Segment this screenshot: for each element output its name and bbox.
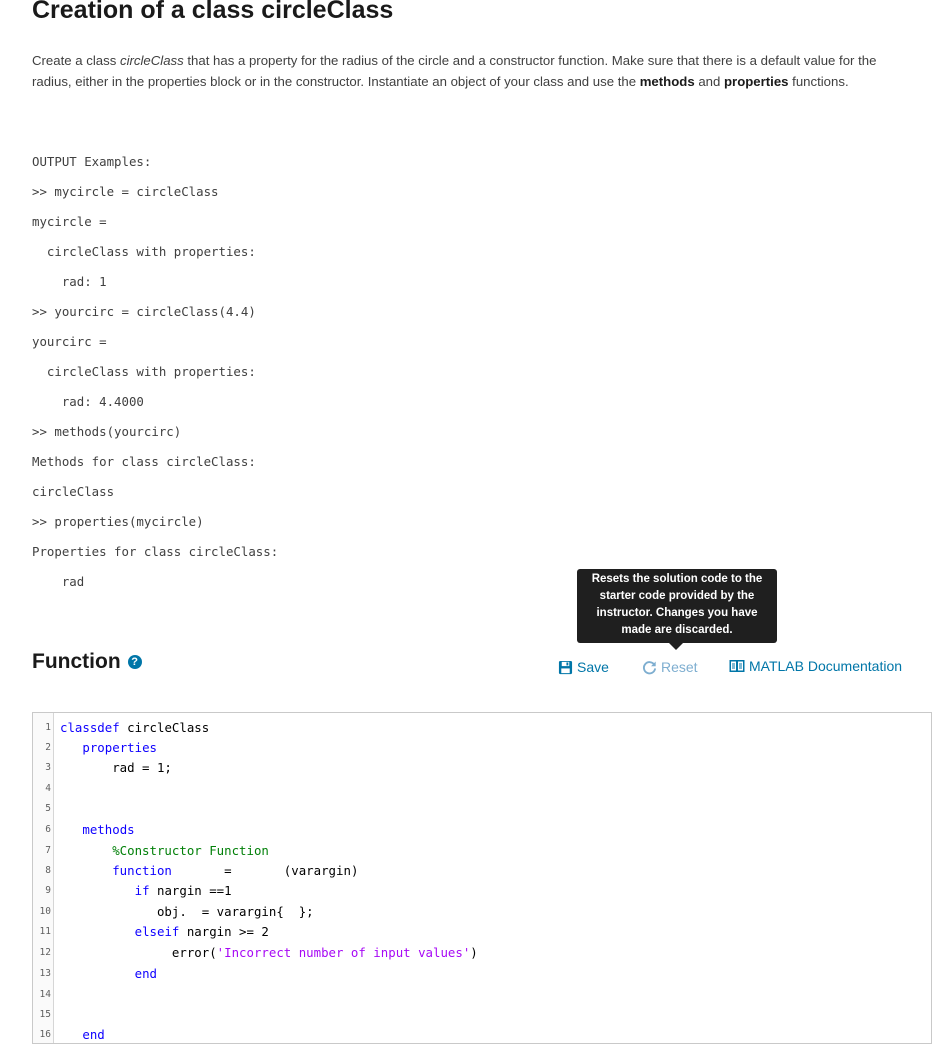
reset-label: Reset: [661, 659, 698, 675]
code-line[interactable]: [60, 904, 314, 919]
code-token: = (varargin): [171, 863, 359, 878]
output-line: Methods for class circleClass:: [32, 454, 256, 469]
code-line[interactable]: [60, 720, 209, 735]
function-heading: [32, 650, 142, 674]
book-icon: [729, 659, 745, 673]
line-number: 7: [45, 845, 51, 856]
matlab-documentation-link[interactable]: [729, 658, 902, 674]
reset-button[interactable]: [642, 659, 698, 675]
code-line[interactable]: [60, 843, 269, 858]
line-number: 1: [45, 722, 51, 733]
output-line: yourcirc =: [32, 334, 107, 349]
desc-text-3: functions.: [788, 74, 849, 89]
code-token: [60, 822, 82, 837]
line-number: 3: [45, 762, 51, 773]
code-token: [60, 740, 82, 755]
code-line[interactable]: [60, 822, 135, 837]
code-token: nargin >= 2: [179, 924, 269, 939]
line-number: 4: [45, 783, 51, 794]
code-token: rad = 1;: [60, 760, 172, 775]
output-line: circleClass: [32, 484, 115, 499]
output-line: >> methods(yourcirc): [32, 424, 182, 439]
line-number: 6: [45, 824, 51, 835]
code-token: [60, 924, 135, 939]
code-token: end: [134, 966, 157, 981]
reset-tooltip: Resets the solution code to the starter code provided by the instructor. Changes you have made are discarded.: [577, 569, 777, 643]
problem-description: [32, 50, 904, 92]
reset-icon: [642, 660, 657, 675]
output-line: circleClass with properties:: [32, 244, 256, 259]
desc-class-name: circleClass: [119, 53, 184, 68]
code-token: %Constructor Function: [112, 843, 269, 858]
line-number-gutter: [33, 713, 54, 1043]
line-number: 10: [39, 906, 51, 917]
save-button[interactable]: [558, 659, 609, 675]
output-line: Properties for class circleClass:: [32, 544, 279, 559]
code-editor[interactable]: [32, 712, 932, 1044]
code-token: function: [112, 863, 172, 878]
code-token: 'Incorrect number of input values': [216, 945, 471, 960]
code-token: nargin ==1: [149, 883, 232, 898]
line-number: 8: [45, 865, 51, 876]
code-line[interactable]: [60, 966, 157, 981]
line-number: 14: [39, 989, 51, 1000]
line-number: 16: [39, 1029, 51, 1040]
output-line: OUTPUT Examples:: [32, 154, 152, 169]
code-token: circleClass: [119, 720, 210, 735]
line-number: 11: [39, 926, 51, 937]
line-number: 12: [39, 947, 51, 958]
code-token: [60, 1027, 82, 1042]
code-token: methods: [82, 822, 135, 837]
code-line[interactable]: [60, 883, 232, 898]
code-line[interactable]: [60, 924, 269, 939]
page-title: Creation of a class circleClass: [32, 0, 394, 24]
desc-text-2: that has a property for the radius of the circle and a constructor function. Make sure that there is a default value for the radius, either in the properties block or in the constructor. Instantiate an object of your class and use the: [32, 53, 877, 89]
line-number: 15: [39, 1009, 51, 1020]
line-number: 2: [45, 742, 51, 753]
output-line: mycircle =: [32, 214, 107, 229]
output-line: rad: 1: [32, 274, 107, 289]
docs-label: MATLAB Documentation: [749, 658, 903, 674]
output-line: rad: [32, 574, 85, 589]
line-number: 13: [39, 968, 51, 979]
code-token: error(: [60, 945, 217, 960]
code-token: ): [470, 945, 478, 960]
code-token: [60, 843, 112, 858]
line-number: 5: [45, 803, 51, 814]
code-token: if: [134, 883, 150, 898]
output-line: >> properties(mycircle): [32, 514, 204, 529]
code-line[interactable]: [60, 760, 172, 775]
code-token: classdef: [60, 720, 120, 735]
code-token: elseif: [134, 924, 180, 939]
output-line: rad: 4.4000: [32, 394, 144, 409]
desc-text-1: Create a class: [32, 53, 120, 68]
code-token: [60, 966, 135, 981]
save-label: Save: [577, 659, 609, 675]
line-number: 9: [45, 885, 51, 896]
code-token: [60, 883, 135, 898]
desc-methods: methods: [639, 74, 695, 89]
code-line[interactable]: [60, 863, 358, 878]
code-line[interactable]: [60, 1027, 105, 1042]
code-token: end: [82, 1027, 105, 1042]
output-line: circleClass with properties:: [32, 364, 256, 379]
save-icon: [558, 660, 573, 675]
output-line: >> mycircle = circleClass: [32, 184, 219, 199]
code-token: obj. = varargin{ };: [60, 904, 314, 919]
desc-properties: properties: [724, 74, 789, 89]
output-line: >> yourcirc = circleClass(4.4): [32, 304, 256, 319]
desc-and: and: [694, 74, 724, 89]
function-heading-label: Function: [32, 650, 121, 673]
code-line[interactable]: [60, 945, 478, 960]
code-token: [60, 863, 112, 878]
code-line[interactable]: [60, 740, 157, 755]
question-circle-icon[interactable]: ?: [128, 655, 142, 669]
code-token: properties: [82, 740, 157, 755]
